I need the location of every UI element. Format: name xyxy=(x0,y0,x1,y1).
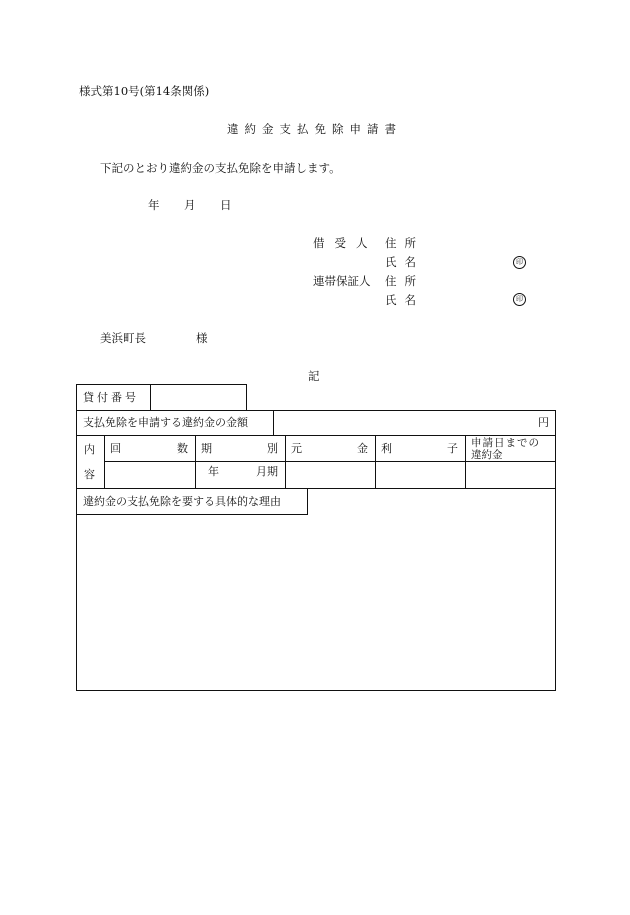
period-year-label: 年 xyxy=(208,465,219,478)
content-label-bottom: 容 xyxy=(84,468,95,481)
loan-number-label: 貸付番号 xyxy=(83,391,139,404)
principal-header-2: 金 xyxy=(357,442,368,455)
period-header-2: 別 xyxy=(267,442,278,455)
interest-header-1: 利 xyxy=(381,442,392,455)
principal-header-1: 元 xyxy=(291,442,302,455)
date-day: 日 xyxy=(220,198,232,212)
borrower-address-label: 住所 xyxy=(385,236,424,250)
guarantor-name-label: 氏名 xyxy=(385,293,424,307)
date-year: 年 xyxy=(148,198,160,212)
addressee-name: 美浜町長 xyxy=(100,331,146,345)
count-header xyxy=(110,442,188,455)
count-header-2: 数 xyxy=(177,442,188,455)
amount-field[interactable] xyxy=(274,411,555,435)
loan-number-field[interactable] xyxy=(151,385,246,410)
guarantor-address-label: 住所 xyxy=(385,274,424,288)
interest-field[interactable] xyxy=(376,462,465,488)
guarantor-role: 連帯保証人 xyxy=(313,274,371,288)
count-header-1: 回 xyxy=(110,442,121,455)
penalty-header-top: 申請日までの xyxy=(471,437,540,449)
period-month-label: 月期 xyxy=(256,465,278,478)
borrower-seal-icon: 印 xyxy=(513,256,526,269)
interest-header xyxy=(381,442,458,455)
guarantor-seal-icon: 印 xyxy=(513,293,526,306)
reason-field[interactable] xyxy=(77,515,555,690)
penalty-header-bottom: 違約金 xyxy=(471,449,503,461)
count-field[interactable] xyxy=(105,462,195,488)
form-title: 違約金支払免除申請書 xyxy=(227,122,402,136)
yen-label: 円 xyxy=(538,416,549,429)
date-month: 月 xyxy=(184,198,196,212)
principal-header xyxy=(291,442,368,455)
form-number: 様式第10号(第14条関係) xyxy=(79,84,210,98)
addressee-honorific: 様 xyxy=(196,331,208,345)
interest-header-2: 子 xyxy=(447,442,458,455)
borrower-name-label: 氏名 xyxy=(385,255,424,269)
content-label-top: 内 xyxy=(84,443,95,456)
reason-label: 違約金の支払免除を要する具体的な理由 xyxy=(83,495,281,508)
period-header xyxy=(201,442,278,455)
period-header-1: 期 xyxy=(201,442,212,455)
intro-text: 下記のとおり違約金の支払免除を申請します。 xyxy=(100,161,341,175)
borrower-role: 借受人 xyxy=(313,236,378,250)
principal-field[interactable] xyxy=(286,462,375,488)
amount-label: 支払免除を申請する違約金の金額 xyxy=(83,416,248,429)
ki-heading: 記 xyxy=(308,369,320,383)
penalty-field[interactable] xyxy=(466,462,555,488)
